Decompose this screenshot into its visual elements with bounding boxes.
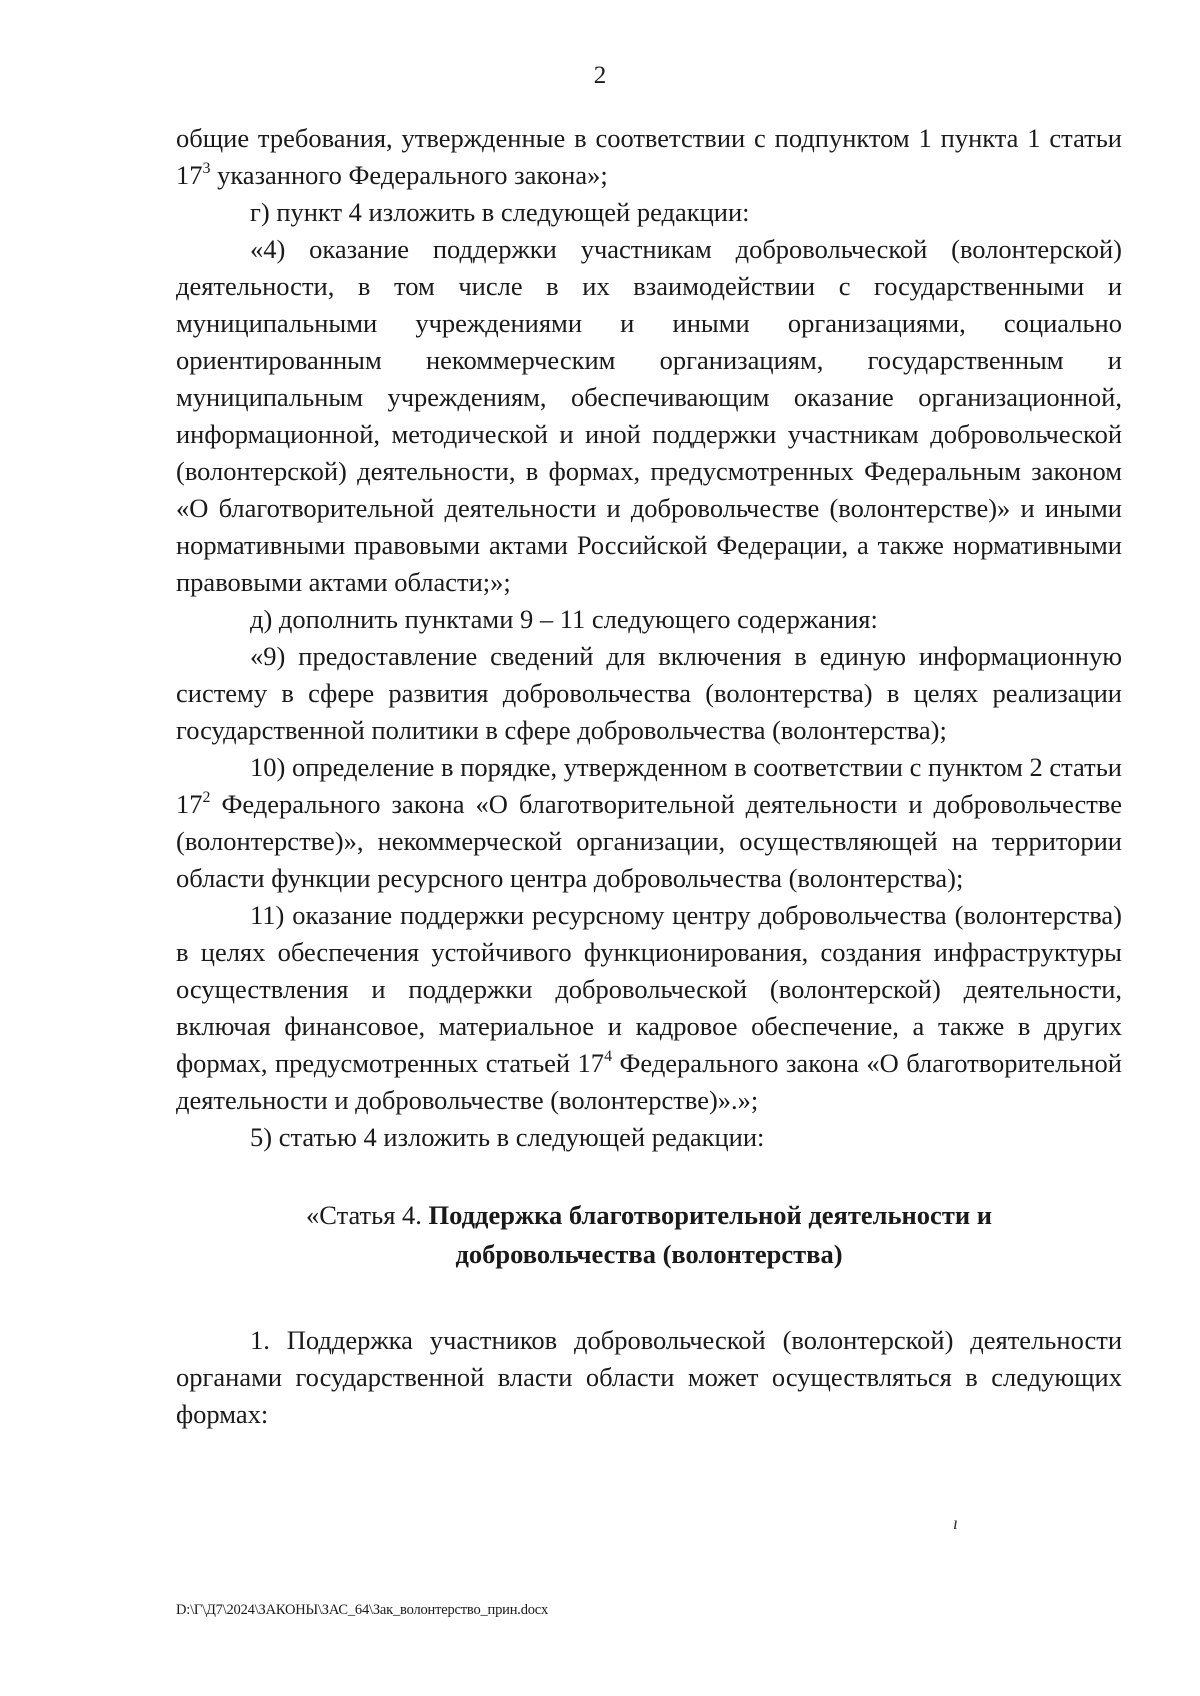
superscript: 2 [202, 789, 211, 807]
paragraph-text: Федерального закона «О благотворительной деятельности и добровольчестве (волонтерстве)», некоммерческой организации, осуществляющей на территории области функции ресурсного центра добровольчества (волонтерства); [176, 789, 1122, 893]
paragraph-text: 10) определение в порядке, утвержденном в соответствии с пунктом 2 статьи 17 [176, 752, 1122, 819]
footer-file-path: D:\Г\Д7\2024\ЗАКОНЫ\ЗАС_64\Зак_волонтерство_прин.docx [176, 1602, 549, 1618]
paragraph-text: указанного Федерального закона»; [210, 160, 608, 190]
paragraph-text: общие требования, утвержденные в соответствии с подпунктом 1 пункта 1 статьи 17 [176, 123, 1122, 190]
paragraph-general-requirements [176, 120, 1122, 194]
paragraph-support-forms: 1. Поддержка участников добровольческой (волонтерской) деятельности органами государственной власти области может осуществляться в следующих формах: [176, 1325, 1122, 1429]
stray-mark: ı [953, 1513, 959, 1533]
paragraph-point-9: «9) предоставление сведений для включения в единую информационную систему в сфере развития добровольчества (волонтерства) в целях реализации государственной политики в сфере добровольчества (волонтерства); [176, 641, 1122, 745]
paragraph-point-10 [176, 749, 1122, 897]
paragraph-article-4-edit: 5) статью 4 изложить в следующей редакции: [250, 1122, 765, 1152]
superscript: 3 [202, 160, 211, 178]
superscript: 4 [604, 1048, 613, 1066]
article-prefix: «Статья 4. [306, 1200, 429, 1230]
paragraph-point-g: г) пункт 4 изложить в следующей редакции: [250, 197, 750, 227]
paragraph-text: Федерального закона «О благотворительной деятельности и добровольчестве (волонтерстве)».»; [176, 1048, 1122, 1115]
paragraph-point-11 [176, 897, 1122, 1119]
article-heading [176, 1196, 1122, 1274]
document-body [176, 120, 1122, 1433]
page-number: 2 [593, 62, 607, 89]
article-title-line1: Поддержка благотворительной деятельности и [428, 1200, 992, 1230]
paragraph-point-d: д) дополнить пунктами 9 – 11 следующего содержания: [250, 604, 878, 634]
article-title-line2: добровольчества (волонтерства) [455, 1239, 843, 1269]
paragraph-text: 11) оказание поддержки ресурсному центру добровольчества (волонтерства) в целях обеспечения устойчивого функционирования, создания инфраструктуры осуществления и поддержки добровольческой (волонтерской) деятельности, включая финансовое, материальное и кадровое обеспечение, а также в других формах, предусмотренных статьей 17 [176, 900, 1122, 1078]
paragraph-point-4: «4) оказание поддержки участникам добровольческой (волонтерской) деятельности, в том числе в их взаимодействии с государственными и муниципальными учреждениями и иными организациями, социально ориентированным некоммерческим организациям, государственным и муниципальным учреждениям, обеспечивающим оказание организационной, информационной, методической и иной поддержки участникам добровольческой (волонтерской) деятельности, в формах, предусмотренных Федеральным законом «О благотворительной деятельности и добровольчестве (волонтерстве)» и иными нормативными правовыми актами Российской Федерации, а также нормативными правовыми актами области;»; [176, 234, 1122, 597]
